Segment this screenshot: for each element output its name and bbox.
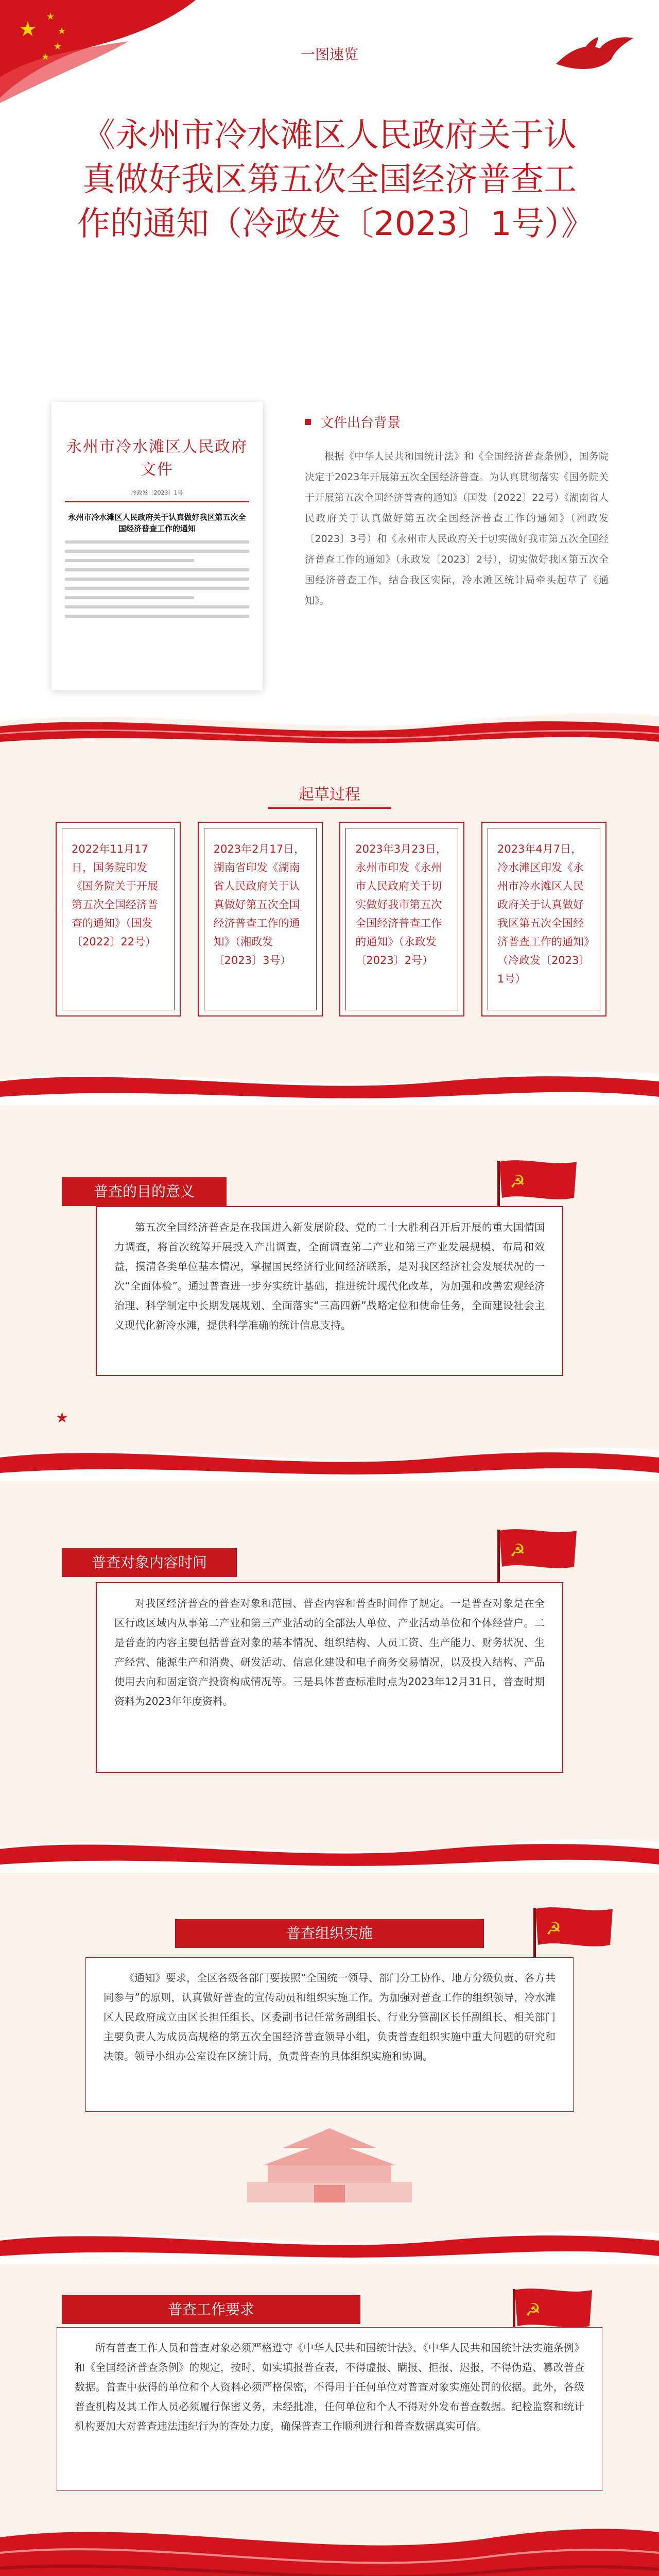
document-text-line [65,605,249,608]
timeline-card [339,822,464,1016]
timeline-card-text: 2022年11月17日，国务院印发《国务院关于开展第五次全国经济普查的通知》（国发〔2022〕22号） [62,828,175,1010]
document-red-rule [65,501,249,502]
document-thumbnail [51,402,263,690]
document-title: 永州市冷水滩区人民政府关于认真做好我区第五次全国经济普查工作的通知 [68,513,246,533]
document-text-line [65,568,249,571]
timeline-card-text: 2023年2月17日，湖南省印发《湖南省人民政府关于认真做好第五次全国经济普查工作的通知》（湘政发〔2023〕3号） [204,828,317,1010]
star-icon: ★ [56,1409,69,1426]
svg-text:★: ★ [46,11,55,22]
document-text-line [65,559,194,562]
svg-text:☭: ☭ [510,1172,526,1192]
document-number: 冷政发〔2023〕1号 [131,489,183,496]
svg-text:☭: ☭ [546,1919,562,1939]
organization-text-box [85,1957,574,2112]
requirements-body: 所有普查工作人员和普查对象必须严格遵守《中华人民共和国统计法》、《中华人民共和国统计法实施条例》和《全国经济普查条例》的规定，按时、如实填报普查表，不得虚报、瞒报、拒报、迟报，不得伪造、篡改普查数据。普查中获得的单位和个人资料必须严格保密，不得用于任何单位对普查对象实施处罚的依据。此外，各级普查机构及其工作人员必须履行保密义务，未经批准，任何单位和个人不得对外发布普查数据。纪检监察和统计机构要加大对普查违法违纪行为的查处力度，确保普查工作顺利进行和普查数据真实可信。 [75,2342,584,2432]
svg-text:☭: ☭ [510,1540,526,1561]
red-wave-band [0,2218,659,2264]
document-text-line [65,587,249,590]
document-text-line [65,596,194,599]
document-text-line [65,578,249,581]
svg-text:★: ★ [41,52,50,62]
red-wave-band [0,1059,659,1105]
red-wave-band [0,701,659,750]
svg-text:★: ★ [19,18,37,41]
timeline-card-text: 2023年3月23日，永州市印发《永州市人民政府关于切实做好我市第五次全国经济普查工作的通知》（永政发〔2023〕2号） [345,828,458,1010]
tiananmen-icon [227,2120,432,2208]
organization-section [0,1873,659,2264]
svg-text:☭: ☭ [525,2300,541,2320]
organization-body: 《通知》要求，全区各级各部门要按照“全国统一领导、部门分工协作、地方分级负责、各方共同参与”的原则，认真做好普查的宣传动员和组织实施工作。为加强对普查工作的组织领导，冷水滩区人民政府成立由区长担任组长、区委副书记任常务副组长、行业分管副区长任副组长、相关部门主要负责人为成员高规格的第五次全国经济普查领导小组，负责普查组织实施中重大问题的研究和决策。领导小组办公室设在区统计局，负责普查的具体组织实施和协调。 [103,1972,556,2062]
timeline-title: 起草过程 [299,786,360,804]
scope-text-box [96,1582,563,1773]
background-heading-text: 文件出台背景 [320,415,401,431]
scope-body: 对我区经济普查的普查对象和范围、普查内容和普查时间作了规定。一是普查对象是在全区行政区域内从事第二产业和第三产业活动的全部法人单位、产业活动单位和个体经营户。二是普查的内容主要包括普查对象的基本情况、组织结构、人员工资、生产能力、财务状况、生产经营、能源生产和消费、研发活动、信息化建设和电子商务交易情况，以及投入结构、产品使用去向和固定资产投资构成情况等。三是具体普查标准时点为2023年12月31日，普查时期资料为2023年年度资料。 [114,1597,545,1707]
purpose-text-box [96,1206,563,1376]
requirements-text-box [57,2327,602,2491]
scope-section [0,1481,659,1873]
timeline-card [56,822,181,1016]
svg-text:★: ★ [58,26,66,37]
timeline-card-text: 2023年4月7日，冷水滩区印发《永州市冷水滩区人民政府关于认真做好我区第五次全国经济普查工作的通知》（冷政发〔2023〕1号） [488,828,600,1010]
kicker-text: 一图速览 [300,46,358,63]
timeline-section [0,750,659,1105]
header-section [0,0,659,750]
document-text-line [65,540,249,544]
document-text-line [65,615,249,618]
timeline-cards [56,822,606,1016]
requirements-label: 普查工作要求 [62,2295,360,2324]
red-wave-band [0,1435,659,1481]
document-text-line [65,550,249,553]
timeline-rule [268,807,391,809]
page-title: 《永州市冷水滩区人民政府关于认真做好我区第五次全国经济普查工作的通知（冷政发〔2023〕1号）》 [77,116,594,243]
red-wave-band [0,2506,659,2576]
square-bullet-icon [305,419,311,425]
scope-label: 普查对象内容时间 [62,1548,237,1577]
purpose-body: 第五次全国经济普查是在我国进入新发展阶段、党的二十大胜利召开后开展的重大国情国力调查，将首次统筹开展投入产出调查，全面调查第二产业和第三产业发展规模、布局和效益，摸清各类单位基本情况，掌握国民经济行业间经济联系，是对我区经济社会发展状况的一次“全面体检”。通过普查进一步夯实统计基础，推进统计现代化改革，为加强和改善宏观经济治理、科学制定中长期发展规划、全面落实“三高四新”战略定位和使命任务，全面建设社会主义现代化新冷水滩，提供科学准确的统计信息支持。 [114,1221,545,1331]
timeline-card [481,822,606,1016]
background-body: 根据《中华人民共和国统计法》和《全国经济普查条例》，国务院决定于2023年开展第五次全国经济普查。为认真贯彻落实《国务院关于开展第五次全国经济普查的通知》（国发〔2022〕22号）《湖南省人民政府关于认真做好第五次全国经济普查工作的通知》（湘政发〔2023〕3号）和《永州市人民政府关于切实做好我市第五次全国经济普查工作的通知》（永政发〔2023〕2号），切实做好我区第五次全国经济普查工作，结合我区实际，冷水滩区统计局牵头起草了《通知》。 [305,451,609,606]
document-issuer: 永州市冷水滩区人民政府文件 [66,438,248,479]
red-wave-band [0,1826,659,1873]
organization-label: 普查组织实施 [175,1919,484,1948]
purpose-section [0,1105,659,1481]
requirements-section [0,2264,659,2576]
background-heading [305,412,614,431]
svg-text:★: ★ [54,41,62,52]
timeline-card [198,822,323,1016]
purpose-label: 普查的目的意义 [62,1177,227,1206]
